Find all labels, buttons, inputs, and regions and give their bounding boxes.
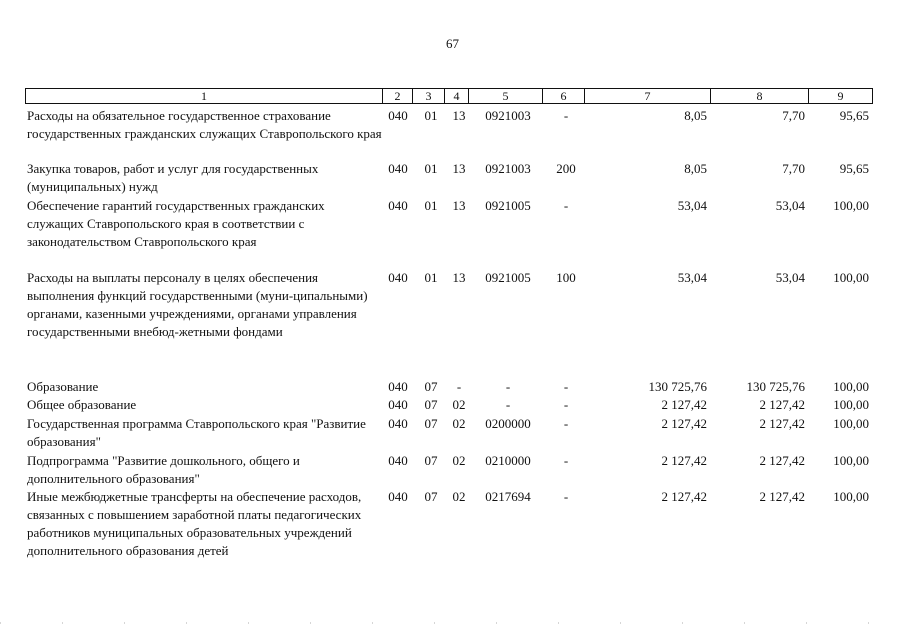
row-name: Общее образование [27, 397, 137, 412]
row-col-6: - [563, 108, 569, 123]
row-col-2: 040 [388, 489, 408, 504]
row-col-3: 01 [424, 108, 438, 123]
header-cell-6: 6 [543, 89, 585, 103]
row-name: Расходы на обязательное государственное страхование государственных гражданских служащих Ставропольского края [27, 108, 382, 141]
row-col-8: 7,70 [782, 108, 805, 123]
row-col-9: 100,00 [833, 489, 869, 504]
row-col-9: 100,00 [833, 453, 869, 468]
header-cell-4: 4 [445, 89, 469, 103]
row-col-7: 2 127,42 [661, 416, 707, 431]
header-cell-9: 9 [837, 89, 844, 103]
row-col-3: 07 [424, 416, 438, 431]
row-col-9: 100,00 [833, 416, 869, 431]
header-cell-5: 5 [469, 89, 543, 103]
row-col-7: 8,05 [684, 108, 707, 123]
row-col-5: 0210000 [485, 453, 531, 468]
row-col-7: 2 127,42 [661, 489, 707, 504]
row-col-8: 53,04 [775, 270, 805, 285]
row-col-3: 01 [424, 270, 438, 285]
row-col-4: 13 [452, 161, 466, 176]
row-col-2: 040 [388, 108, 408, 123]
row-col-7: 2 127,42 [661, 397, 707, 412]
row-col-3: 01 [424, 161, 438, 176]
row-col-7: 8,05 [684, 161, 707, 176]
row-col-9: 95,65 [839, 108, 869, 123]
row-col-9: 100,00 [833, 270, 869, 285]
row-col-2: 040 [388, 453, 408, 468]
row-col-5: 0217694 [485, 489, 531, 504]
row-col-7: 130 725,76 [648, 379, 707, 394]
row-col-4: 13 [452, 108, 466, 123]
row-col-4: - [456, 379, 462, 394]
row-col-6: 200 [556, 161, 576, 176]
row-col-2: 040 [388, 161, 408, 176]
row-col-9: 100,00 [833, 379, 869, 394]
row-col-2: 040 [388, 379, 408, 394]
row-col-6: - [563, 489, 569, 504]
row-col-9: 95,65 [839, 161, 869, 176]
row-col-3: 07 [424, 379, 438, 394]
row-col-5: 0921005 [485, 270, 531, 285]
row-col-3: 07 [424, 489, 438, 504]
row-col-2: 040 [388, 270, 408, 285]
row-name: Закупка товаров, работ и услуг для государственных (муниципальных) нужд [27, 161, 319, 194]
row-name: Образование [27, 379, 99, 394]
row-col-8: 130 725,76 [746, 379, 805, 394]
row-col-8: 2 127,42 [759, 453, 805, 468]
row-name: Государственная программа Ставропольского края "Развитие образования" [27, 416, 366, 449]
row-col-4: 02 [452, 453, 466, 468]
row-col-8: 2 127,42 [759, 489, 805, 504]
row-col-5: 0921003 [485, 108, 531, 123]
row-col-6: - [563, 397, 569, 412]
row-col-2: 040 [388, 416, 408, 431]
row-col-8: 7,70 [782, 161, 805, 176]
row-col-4: 02 [452, 397, 466, 412]
row-col-5: - [505, 397, 511, 412]
row-col-3: 07 [424, 397, 438, 412]
row-col-5: 0921005 [485, 198, 531, 213]
row-col-2: 040 [388, 397, 408, 412]
header-cell-3: 3 [413, 89, 445, 103]
row-col-5: 0200000 [485, 416, 531, 431]
row-col-6: - [563, 379, 569, 394]
row-name: Расходы на выплаты персоналу в целях обеспечения выполнения функций государственными (муни-ципальными) органами, казенными учреждениями, органами управления государственными внебюд-жетными фондами [27, 270, 368, 339]
row-col-5: - [505, 379, 511, 394]
row-name: Иные межбюджетные трансферты на обеспечение расходов, связанных с повышением заработной платы педагогических работников муниципальных образовательных учреждений дополнительного образования детей [27, 489, 362, 558]
row-col-5: 0921003 [485, 161, 531, 176]
row-col-4: 13 [452, 198, 466, 213]
row-col-3: 07 [424, 453, 438, 468]
row-col-7: 53,04 [677, 270, 707, 285]
row-col-6: - [563, 453, 569, 468]
header-cell-2: 2 [383, 89, 413, 103]
header-cell-8: 8 [711, 89, 809, 103]
header-cell-1: 1 [26, 89, 383, 103]
row-col-4: 13 [452, 270, 466, 285]
row-col-2: 040 [388, 198, 408, 213]
row-col-9: 100,00 [833, 397, 869, 412]
row-col-4: 02 [452, 416, 466, 431]
row-name: Подпрограмма "Развитие дошкольного, общего и дополнительного образования" [27, 453, 300, 486]
row-col-3: 01 [424, 198, 438, 213]
row-col-9: 100,00 [833, 198, 869, 213]
row-col-6: 100 [556, 270, 576, 285]
row-col-4: 02 [452, 489, 466, 504]
row-col-6: - [563, 198, 569, 213]
table-header [25, 88, 873, 104]
header-cell-7: 7 [585, 89, 711, 103]
row-col-8: 2 127,42 [759, 416, 805, 431]
row-col-6: - [563, 416, 569, 431]
row-col-8: 2 127,42 [759, 397, 805, 412]
page-number: 67 [446, 36, 459, 51]
scan-artifact-dots [0, 622, 905, 624]
row-col-7: 2 127,42 [661, 453, 707, 468]
row-name: Обеспечение гарантий государственных гражданских служащих Ставропольского края в соответствии с законодательством Ставропольского края [27, 198, 325, 249]
row-col-7: 53,04 [677, 198, 707, 213]
row-col-8: 53,04 [775, 198, 805, 213]
